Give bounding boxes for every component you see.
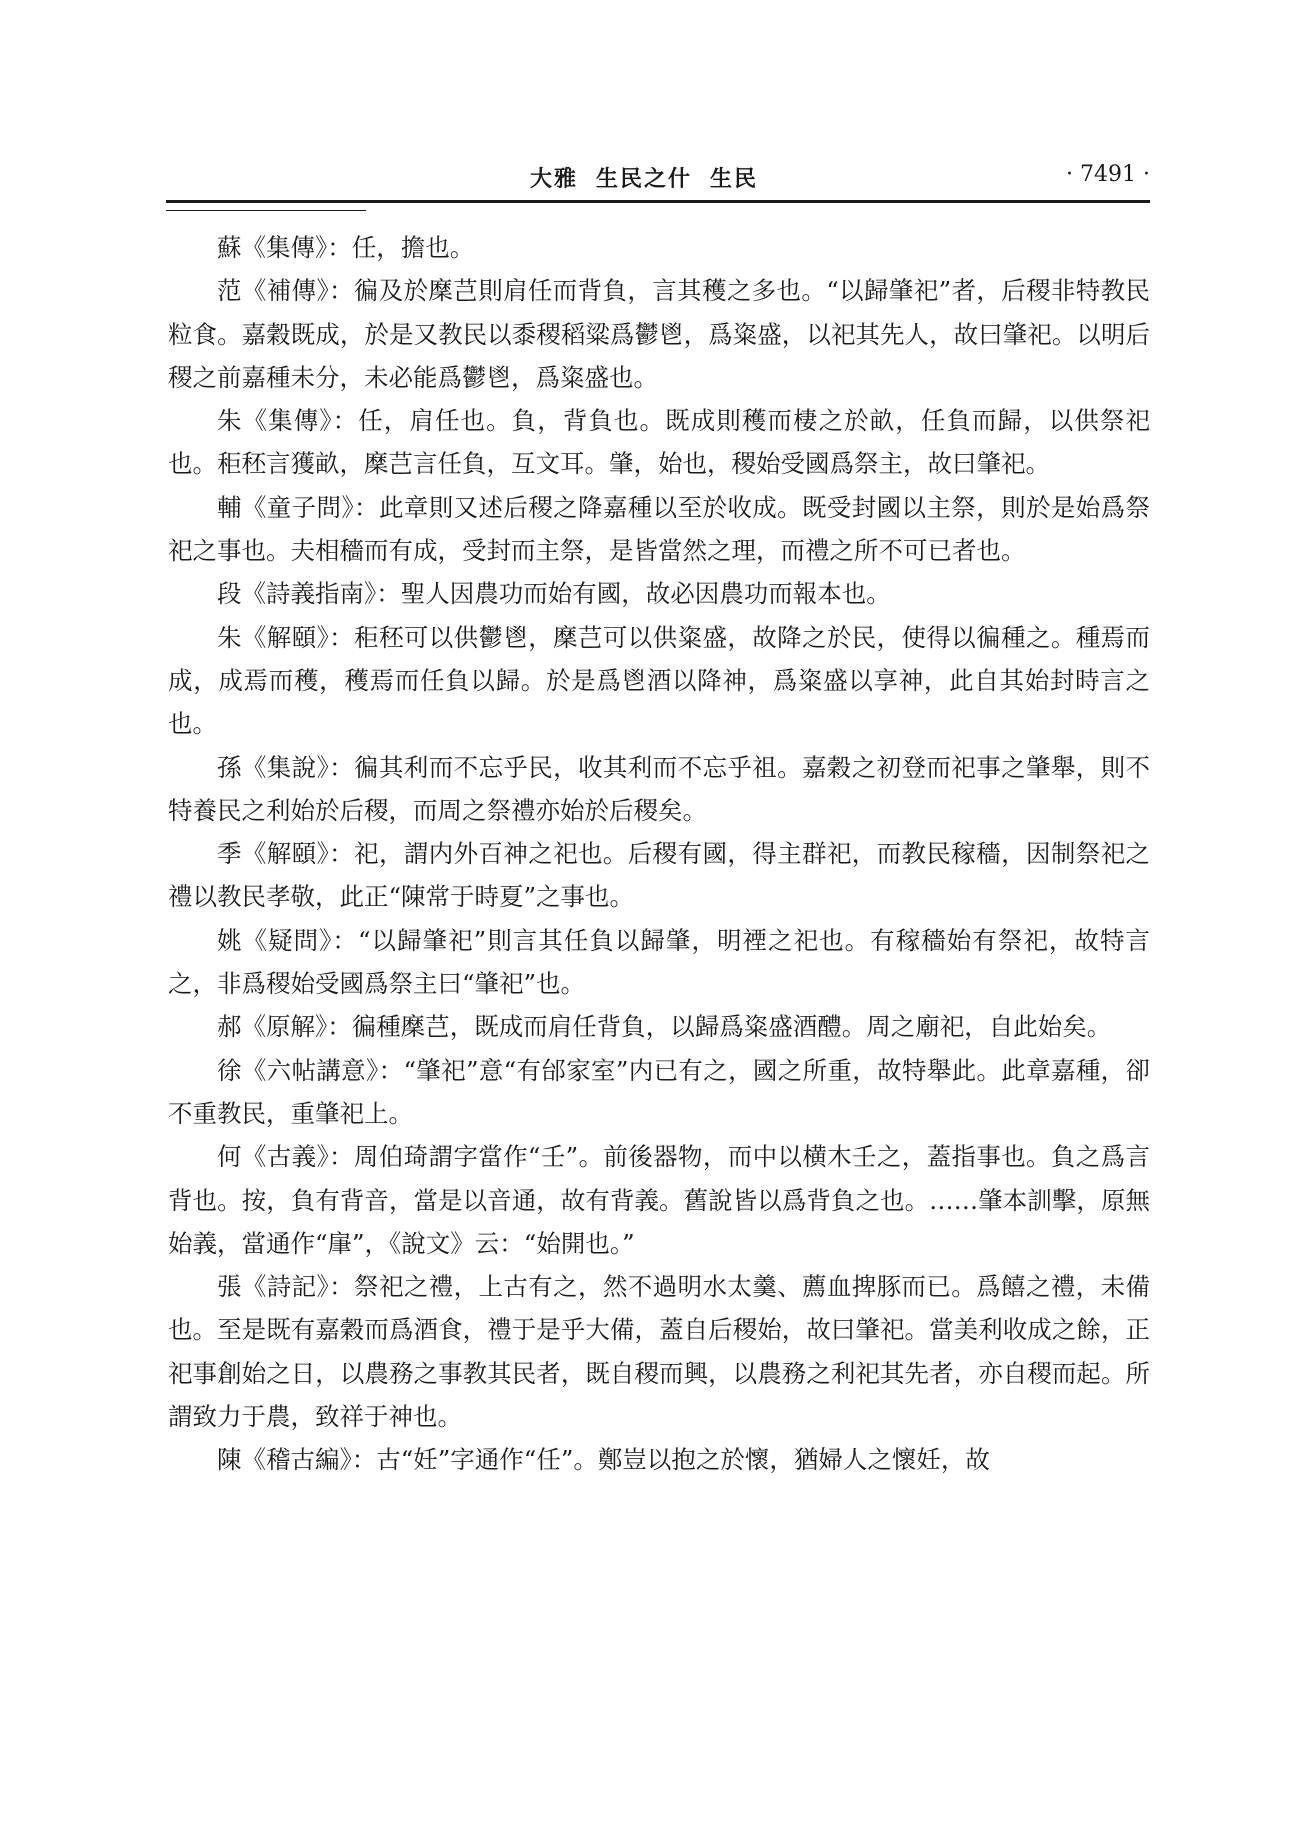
commentary-paragraph: 朱《集傳》：任，肩任也。負，背負也。既成則穫而棲之於畝，任負而歸，以供祭祀也。秬秠言獲畝，穈芑言任負，互文耳。肇，始也，稷始受國爲祭主，故曰肇祀。 [168, 406, 1150, 479]
commentary-paragraph: 郝《原解》：徧種穈芑，既成而肩任背負，以歸爲粢盛酒醴。周之廟祀，自此始矣。 [217, 1012, 1112, 1042]
commentary-paragraph: 何《古義》：周伯琦謂字當作“壬”。前後器物，而中以横木壬之，蓋指事也。負之爲言背也。按，負有背音，當是以音通，故有背義。舊說皆以爲背負之也。……肇本訓擊，原無始義，當通作“肁”，《說文》云：“始開也。” [168, 1142, 1150, 1258]
section-title-part: 生民之什 [596, 166, 693, 192]
commentary-paragraph: 姚《疑問》：“以歸肇祀”則言其任負以歸肇，明禋之祀也。有稼穡始有祭祀，故特言之，非爲稷始受國爲祭主曰“肇祀”也。 [168, 925, 1150, 999]
commentary-paragraph: 陳《稽古編》：古“妊”字通作“任”。鄭豈以抱之於懷，猶婦人之懷妊，故 [217, 1445, 990, 1475]
section-title-part: 生民 [710, 166, 759, 192]
commentary-paragraph: 季《解頤》：祀，謂内外百神之祀也。后稷有國，得主群祀，而教民稼穡，因制祭祀之禮以教民孝敬，此正“陳常于時夏”之事也。 [168, 839, 1150, 912]
section-title-part: 大雅 [530, 166, 579, 192]
commentary-paragraph: 蘇《集傳》：任，擔也。 [217, 233, 475, 262]
commentary-body [168, 226, 1150, 1482]
header-subrule [166, 210, 366, 211]
commentary-paragraph: 張《詩記》：祭祀之禮，上古有之，然不過明水太羹、薦血捭豚而已。爲饎之禮，未備也。至是既有嘉穀而爲酒食，禮于是乎大備，蓋自后稷始，故曰肇祀。當美利收成之餘，正祀事創始之日，以農務之事教其民者，既自稷而興，以農務之利祀其先者，亦自稷而起。所謂致力于農，致祥于神也。 [168, 1272, 1150, 1432]
header-rule [166, 200, 1150, 203]
commentary-paragraph: 徐《六帖講意》：“肇祀”意“有邰家室”内已有之，國之所重，故特舉此。此章嘉種，卻不重教民，重肇祀上。 [168, 1055, 1150, 1128]
section-title [530, 162, 776, 193]
commentary-paragraph: 段《詩義指南》：聖人因農功而始有國，故必因農功而報本也。 [217, 579, 891, 609]
commentary-paragraph: 輔《童子問》：此章則又述后稷之降嘉種以至於收成。既受封國以主祭，則於是始爲祭祀之事也。夫相穡而有成，受封而主祭，是皆當然之理，而禮之所不可已者也。 [168, 492, 1150, 566]
commentary-paragraph: 朱《解頤》：秬秠可以供鬱鬯，穈芑可以供粢盛，故降之於民，使得以徧種之。種焉而成，成焉而穫，穫焉而任負以歸。於是爲鬯酒以降神，爲粢盛以享神，此自其始封時言之也。 [168, 622, 1150, 739]
running-header [166, 160, 1150, 196]
page-number: · 7491 · [1066, 162, 1150, 187]
commentary-paragraph: 范《補傳》：徧及於穈芑則肩任而背負，言其穫之多也。“以歸肇祀”者，后稷非特教民粒食。嘉穀既成，於是又教民以黍稷稻粱爲鬱鬯，爲粢盛，以祀其先人，故曰肇祀。以明后稷之前嘉種未分，未必能爲鬱鬯，爲粢盛也。 [168, 276, 1150, 392]
commentary-paragraph: 孫《集說》：徧其利而不忘乎民，收其利而不忘乎祖。嘉穀之初登而祀事之肇舉，則不特養民之利始於后稷，而周之祭禮亦始於后稷矣。 [168, 752, 1150, 825]
